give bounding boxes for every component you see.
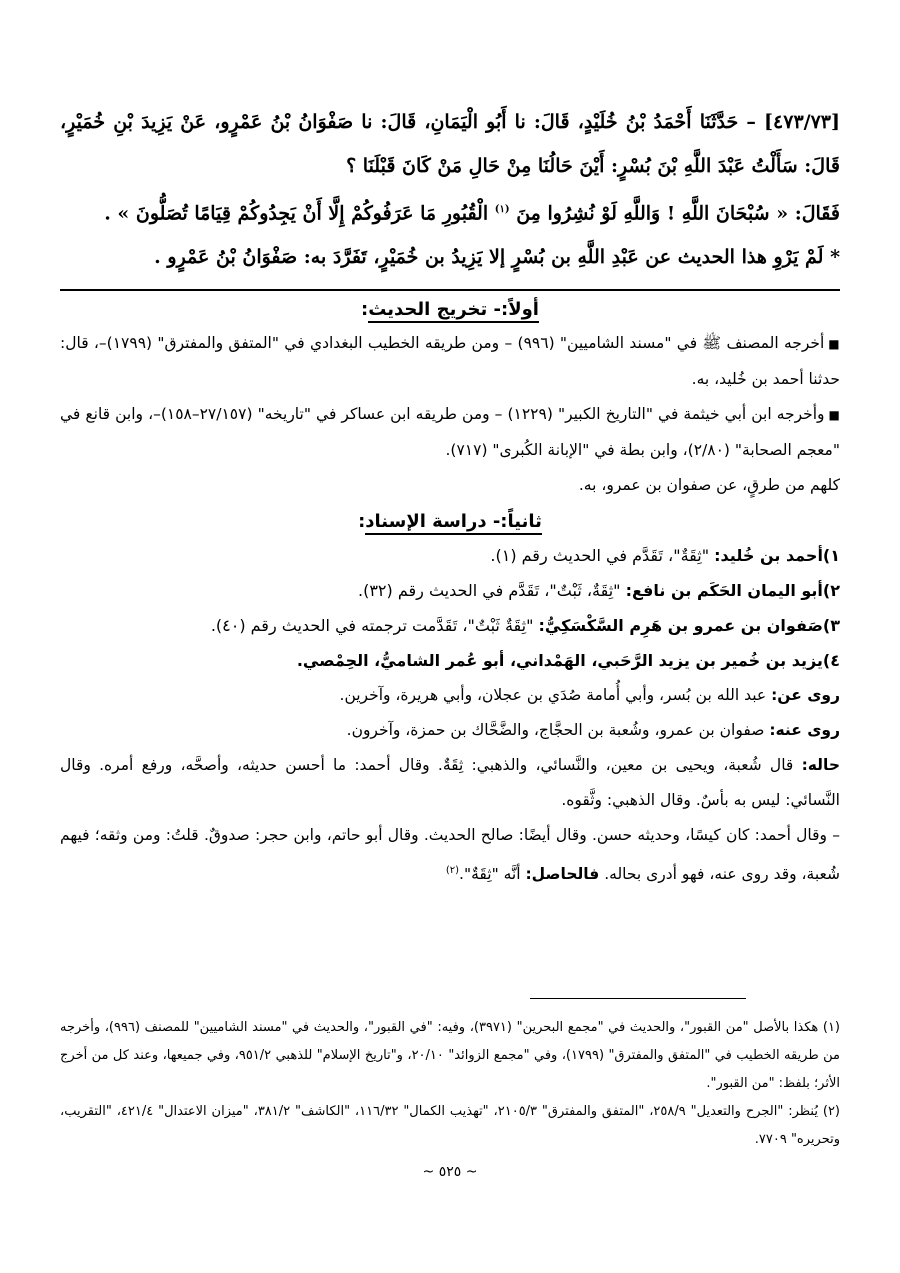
page-number: ~ ٥٢٥ ~ xyxy=(422,1164,478,1180)
takhrij-para-1: ■أخرجه المصنف ﷺ في "مسند الشاميين" (٩٩٦) – ومن طريقه الخطيب البغدادي في "المتفق والمفترق" (١٧٩٩)–، قال: حدثنا أحمد بن خُليد، به. xyxy=(60,334,841,389)
footnote-ref-1[interactable]: (١) xyxy=(494,204,510,215)
takhrij-heading xyxy=(60,299,840,320)
narrator-list xyxy=(60,538,840,678)
isnad-heading xyxy=(60,511,840,532)
rawa-an-line: روى عن: عبد الله بن بُسر، وأبي أُمامة صُدَي بن عجلان، وأبي هريرة، وآخرين. xyxy=(339,686,840,705)
square-bullet-icon: ■ xyxy=(828,337,841,352)
takhrij-section xyxy=(60,326,840,503)
takhrij-heading-label: أولاً:- تخريج الحديث xyxy=(368,299,539,323)
conclusion-paragraph: – وقال أحمد: كان كيسًا، وحديثه حسن. وقال أيضًا: صالح الحديث. وقال أبو حاتم، وابن حجر: صدوقٌ. قلتُ: ومن وثقه؛ فيهم شُعبة، وقد روى عنه، فهو أدرى بحاله. فالحاصل: أنَّه "ثِقَةٌ".$^{(٢)}$ xyxy=(60,826,840,884)
hadith-matn-after: الْقُبُورِ مَا عَرَفُوكُمْ إِلَّا أَنْ يَجِدُوكُمْ قِيَامًا تُصَلُّونَ » . xyxy=(104,202,489,225)
footnote-separator xyxy=(530,998,746,999)
footnotes xyxy=(60,1014,840,1154)
separator-rule xyxy=(60,289,840,291)
narrator-item: ٤)يزيد بن خُمير بن يزيد الرَّحَبي، الهَمْداني، أبو عُمر الشاميُّ، الحِمْصي. xyxy=(296,651,840,671)
takhrij-para-3: كلهم من طرقٍ، عن صفوان بن عمرو، به. xyxy=(578,476,840,495)
hadith-isnad-text: – حَدَّثَنَا أَحْمَدُ بْنُ خُلَيْدٍ، قَالَ: نا أَبُو الْيَمَانِ، قَالَ: نا صَفْوَانُ بْنُ عَمْرٍو، عَنْ يَزِيدَ بْنِ خُمَيْرٍ، قَالَ: سَأَلْتُ عَبْدَ اللَّهِ بْنَ بُسْرٍ: أَيْنَ حَالُنَا مِنْ حَالِ مَنْ كَانَ قَبْلَنَا ؟ xyxy=(60,111,840,177)
footnote-2: (٢) يُنظر: "الجرح والتعديل" ٢٥٨/٩، "المتفق والمفترق" ٢١٠٥/٣، "تهذيب الكمال" ١١٦/٣٢، "الكاشف" ٣٨١/٢، "ميزان الاعتدال" ٤٢١/٤، "التقريب، وتحريره" ٧٧٠٩. xyxy=(60,1104,840,1147)
square-bullet-icon: ■ xyxy=(828,408,840,423)
hadith-matn-before: فَقَالَ: « سُبْحَانَ اللَّهِ ! وَاللَّهِ لَوْ نُشِرُوا مِنَ xyxy=(516,202,840,225)
narrator-item: ١)أحمد بن خُليد: "ثِقَةٌ"، تَقَدَّم في الحديث رقم (١). xyxy=(490,546,840,566)
footnote-1: (١) هكذا بالأصل "من القبور"، والحديث في "مجمع البحرين" (٣٩٧١)، وفيه: "في القبور"، والحديث في "مسند الشاميين" للمصنف (٩٩٦)، وأخرجه من طريقه الخطيب في "المتفق والمفترق" (١٧٩٩)، وفي "مجمع الزوائد" ٢٠/١٠، و"تاريخ الإسلام" للذهبي ٩٥١/٢، وفي جميعها، وعند كل من أخرج الأثر؛ بلفظ: "من القبور". xyxy=(60,1020,840,1091)
hadith-block xyxy=(60,100,840,279)
takhrij-heading-colon: : xyxy=(361,299,369,321)
rawa-anhu-line: روى عنه: صفوان بن عمرو، وشُعبة بن الحجَّاج، والضَّحَّاك بن حمزة، وآخرون. xyxy=(346,721,840,740)
haluhu-paragraph: حاله: قال شُعبة، ويحيى بن معين، والنَّسائي، والذهبي: ثِقَةٌ. وقال أحمد: ما أحسن حديثه، وأصحَّه، ورفع أمره. وقال النَّسائي: ليس به بأسٌ. وقال الذهبي: وثَّقوه. xyxy=(60,756,840,810)
footnote-ref-2[interactable]: (٢) xyxy=(445,865,460,877)
takhrij-para-2: ■وأخرجه ابن أبي خيثمة في "التاريخ الكبير" (١٢٢٩) – ومن طريقه ابن عساكر في "تاريخه" (٢٧/١٥٧–١٥٨)–، وابن قانع في "معجم الصحابة" (٢/٨٠)، وابن بطة في "الإبانة الكُبرى" (٧١٧). xyxy=(60,405,840,460)
hadith-number: [٤٧٣/٧٣] xyxy=(764,111,840,133)
hadith-isnad xyxy=(60,100,840,188)
narrator-details xyxy=(60,678,840,892)
isnad-heading-colon: : xyxy=(358,511,366,533)
hadith-matn xyxy=(60,188,840,235)
narrator-item: ٣)صَفوان بن عمرو بن هَرِم السَّكْسَكِيُّ: "ثِقَةٌ ثَبْتٌ"، تَقَدَّمت ترجمته في الحديث رقم (٤٠). xyxy=(210,616,840,636)
narrator-item: ٢)أبو اليمان الحَكَم بن نافع: "ثِقَةٌ، ثَبْتٌ"، تَقَدَّم في الحديث رقم (٣٢). xyxy=(358,581,840,601)
page-content xyxy=(60,100,840,892)
author-comment: * لَمْ يَرْوِ هذا الحديث عن عَبْدِ اللَّهِ بن بُسْرٍ إلا يَزِيدُ بن خُمَيْرٍ، تَفَرَّدَ به: صَفْوَانُ بْنُ عَمْرٍو . xyxy=(154,246,840,269)
isnad-heading-label: ثانياً:- دراسة الإسناد xyxy=(365,511,542,535)
